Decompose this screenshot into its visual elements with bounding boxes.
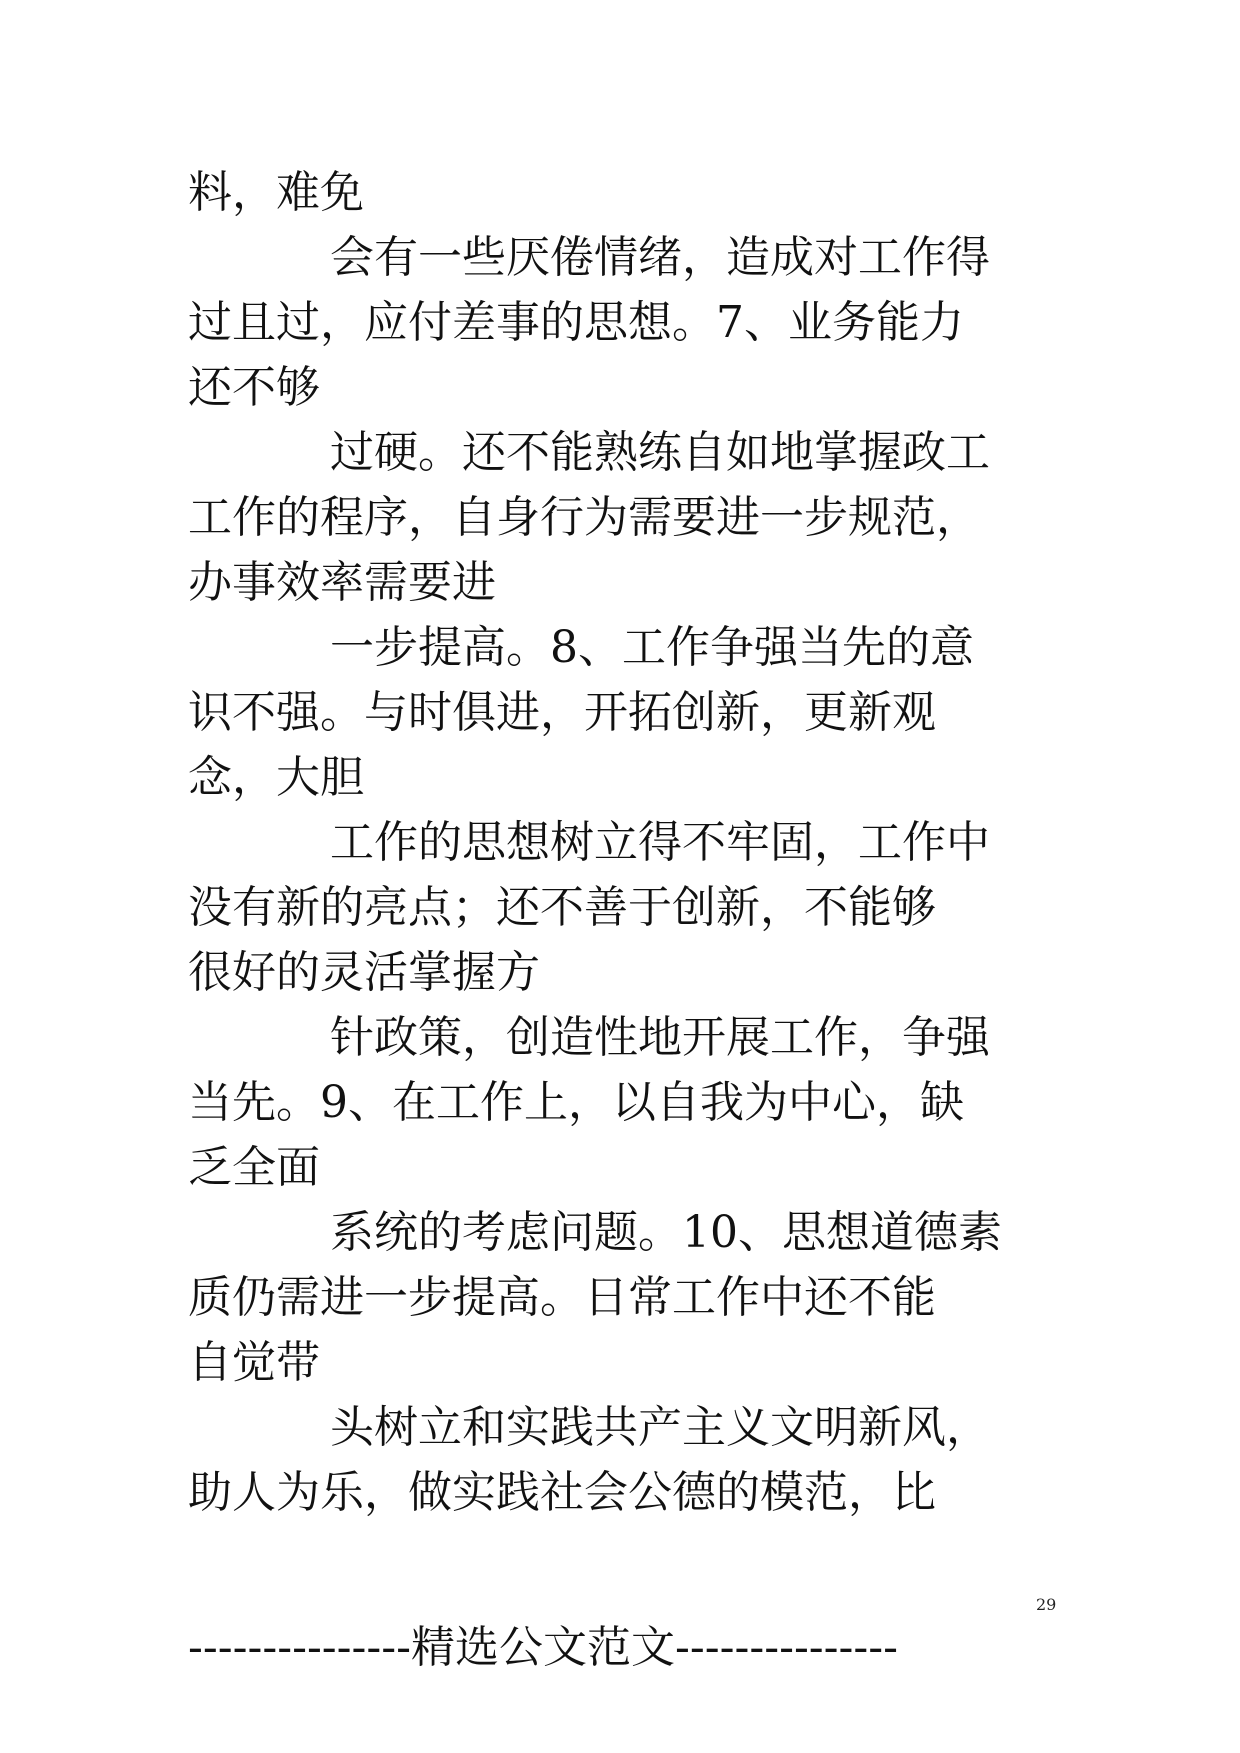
text-line: 很好的灵活掌握方: [188, 947, 540, 998]
text-line: 一步提高。8、工作争强当先的意: [330, 622, 974, 673]
text-line: 过且过，应付差事的思想。7、业务能力: [188, 297, 964, 348]
text-line: 质仍需进一步提高。日常工作中还不能: [188, 1272, 936, 1323]
text-line: 办事效率需要进: [188, 557, 496, 608]
body-text: [188, 160, 1058, 1525]
text-line: 自觉带: [188, 1337, 320, 1388]
text-line: 工作的程序，自身行为需要进一步规范，: [188, 492, 980, 543]
text-line: 过硬。还不能熟练自如地掌握政工: [330, 427, 990, 478]
text-line: 没有新的亮点；还不善于创新，不能够: [188, 882, 936, 933]
text-line: 系统的考虑问题。10、思想道德素: [330, 1207, 1002, 1258]
text-line: 针政策，创造性地开展工作，争强: [330, 1012, 990, 1063]
text-line: 助人为乐，做实践社会公德的模范，比: [188, 1467, 936, 1518]
text-line: 头树立和实践共产主义文明新风，: [330, 1402, 990, 1453]
text-line: 乏全面: [188, 1142, 320, 1193]
text-line: 工作的思想树立得不牢固，工作中: [330, 817, 990, 868]
text-line: 念，大胆: [188, 752, 364, 803]
text-line: 会有一些厌倦情绪，造成对工作得: [330, 232, 990, 283]
text-line: 当先。9、在工作上，以自我为中心，缺: [188, 1077, 964, 1128]
text-line: 还不够: [188, 362, 320, 413]
text-line: 识不强。与时俱进，开拓创新，更新观: [188, 687, 936, 738]
footer-banner: ---------------精选公文范文---------------: [188, 1622, 899, 1673]
text-line: 料，难免: [188, 167, 364, 218]
page-number: 29: [1036, 1595, 1057, 1614]
